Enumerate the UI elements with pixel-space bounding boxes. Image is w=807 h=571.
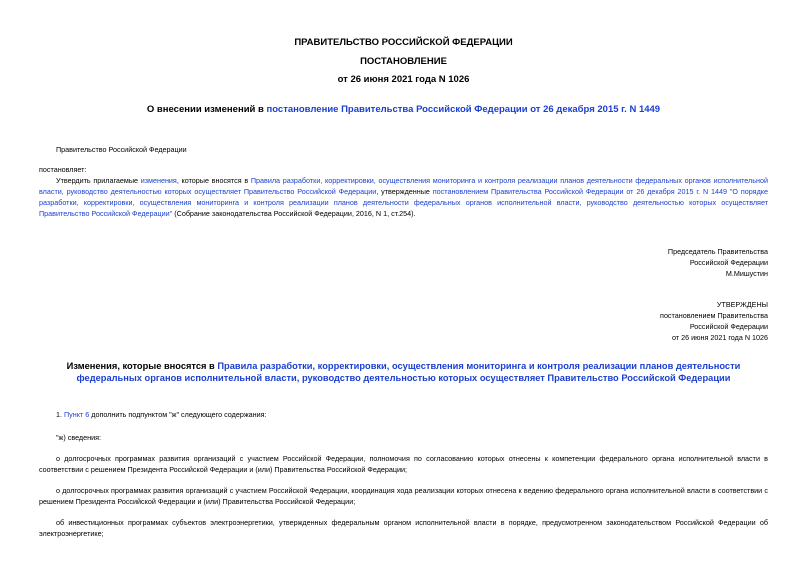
signature-block bbox=[568, 246, 768, 279]
paragraph-approve bbox=[39, 175, 768, 219]
government-line: Правительство Российской Федерации bbox=[56, 145, 187, 154]
approved-org: Российской Федерации bbox=[689, 322, 768, 331]
changes-title-link[interactable]: Правила разработки, корректировки, осуществления мониторинга и контроля реализации планов деятельности федеральных органов исполнительной власти, руководство деятельностью которых осуществляет Правительство Российской Федерации bbox=[76, 361, 741, 383]
p1-text-c: , утвержденные bbox=[376, 187, 433, 196]
title-prefix: О внесении изменений в bbox=[146, 104, 267, 115]
p1-text-a: Утвердить прилагаемые bbox=[56, 176, 141, 185]
subitem-zh: "ж) сведения: bbox=[56, 433, 101, 442]
item-1-number: 1. bbox=[56, 410, 64, 419]
document-title bbox=[0, 104, 807, 115]
title-link-resolution-1449[interactable]: постановление Правительства Российской Федерации от 26 декабря 2015 г. N 1449 bbox=[266, 104, 661, 115]
p1-text-e: (Собрание законодательства Российской Федерации, 2016, N 1, ст.254). bbox=[172, 209, 416, 218]
paragraph-s3: об инвестиционных программах субъектов электроэнергетики, утвержденных федеральным органом исполнительной власти в порядке, предусмотренном законодательством Российской Федерации об электроэнергетике; bbox=[39, 518, 768, 538]
signature-name: М.Мишустин bbox=[725, 269, 768, 278]
approved-block bbox=[568, 299, 768, 343]
approved-date: от 26 июня 2021 года N 1026 bbox=[671, 333, 768, 342]
date-number: от 26 июня 2021 года N 1026 bbox=[337, 74, 470, 85]
changes-title-prefix: Изменения, которые вносятся в bbox=[66, 361, 218, 371]
signature-org: Российской Федерации bbox=[689, 258, 768, 267]
paragraph-s2: о долгосрочных программах развития организаций с участием Российской Федерации, координация хода реализации которых отнесена к ведению федерального органа исполнительной власти в соответствии с решением Президента Российской Федерации и (или) Правительства Российской Федерации; bbox=[39, 486, 768, 506]
link-point-6[interactable]: Пункт 6 bbox=[64, 410, 90, 419]
approved-label: УТВЕРЖДЕНЫ bbox=[716, 300, 768, 309]
signature-position: Председатель Правительства bbox=[667, 247, 768, 256]
government-heading: ПРАВИТЕЛЬСТВО РОССИЙСКОЙ ФЕДЕРАЦИИ bbox=[294, 37, 513, 48]
approved-by: постановлением Правительства bbox=[660, 311, 768, 320]
changes-title bbox=[45, 360, 762, 384]
paragraph-s1: о долгосрочных программах развития организаций с участием Российской Федерации, полномочия по согласованию которых отнесены к компетенции федерального органа исполнительной власти в соответствии с решением Президента Российской Федерации и (или) Правительства Российской Федерации; bbox=[39, 454, 768, 474]
link-resolution-title[interactable]: "О порядке разработки, корректировки, осуществления мониторинга и контроля реализации планов деятельности федеральных органов исполнительной власти, руководство деятельностью которых осуществляет Правительство Российской Федерации" bbox=[39, 187, 768, 218]
link-rules[interactable]: Правила разработки, корректировки, осуществления мониторинга и контроля реализации планов деятельности федеральных органов исполнительной власти, руководство деятельностью которых осуществляет Правительство Российской Федерации bbox=[39, 176, 768, 196]
decides-line: постановляет: bbox=[39, 165, 87, 174]
p1-text-b: , которые вносятся в bbox=[176, 176, 251, 185]
doc-type-heading: ПОСТАНОВЛЕНИЕ bbox=[360, 56, 447, 67]
item-1-text: дополнить подпунктом "ж" следующего содержания: bbox=[89, 410, 267, 419]
link-changes[interactable]: изменения bbox=[140, 176, 177, 185]
link-resolution-1449[interactable]: постановлением Правительства Российской Федерации от 26 декабря 2015 г. N 1449 bbox=[432, 187, 727, 196]
item-1 bbox=[56, 409, 267, 420]
